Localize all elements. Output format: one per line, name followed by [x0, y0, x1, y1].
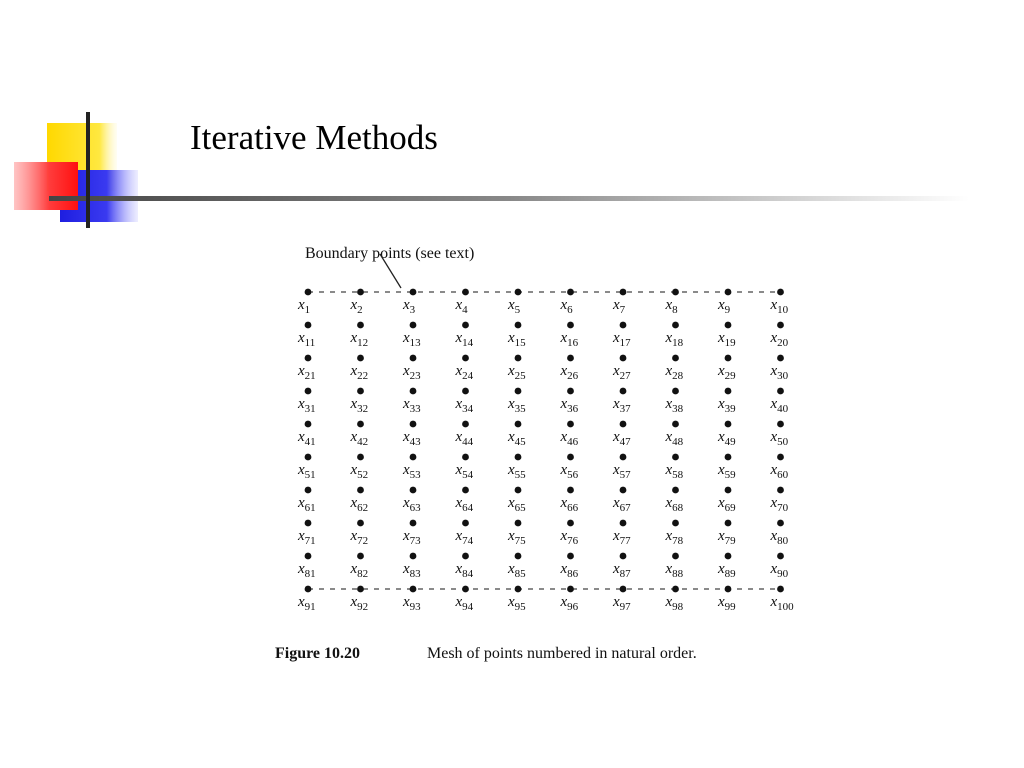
mesh-point-label: $x_{47}$	[613, 429, 631, 448]
mesh-point-label: $x_9$	[718, 297, 731, 316]
mesh-point-label: $x_{42}$	[350, 429, 369, 448]
boundary-points-label: Boundary points (see text)	[305, 245, 475, 262]
mesh-point	[777, 553, 784, 560]
mesh-point-label: $x_8$	[665, 297, 678, 316]
mesh-point-label: $x_{77}$	[613, 528, 631, 547]
mesh-point-label: $x_{38}$	[665, 396, 684, 415]
mesh-point-label: $x_{87}$	[613, 561, 631, 580]
mesh-point	[305, 322, 312, 329]
mesh-point-label: $x_{89}$	[718, 561, 736, 580]
mesh-point	[620, 289, 627, 296]
mesh-point	[672, 289, 679, 296]
mesh-point-label: $x_{18}$	[665, 330, 684, 349]
mesh-point	[725, 388, 732, 395]
mesh-point-label: $x_{32}$	[350, 396, 369, 415]
mesh-point	[672, 553, 679, 560]
mesh-point-label: $x_{76}$	[560, 528, 579, 547]
mesh-point	[567, 289, 574, 296]
mesh-point-label: $x_{20}$	[770, 330, 789, 349]
mesh-point-label: $x_{100}$	[770, 594, 794, 613]
mesh-point	[462, 520, 469, 527]
mesh-point	[515, 355, 522, 362]
mesh-point	[410, 388, 417, 395]
mesh-point-label: $x_{26}$	[560, 363, 579, 382]
mesh-point-label: $x_{64}$	[455, 495, 474, 514]
mesh-point	[305, 421, 312, 428]
mesh-point	[515, 586, 522, 593]
mesh-point	[620, 388, 627, 395]
mesh-point	[672, 454, 679, 461]
figure-caption-text: Mesh of points numbered in natural order.	[427, 645, 697, 662]
mesh-point	[672, 388, 679, 395]
mesh-point-label: $x_{54}$	[455, 462, 474, 481]
mesh-point-label: $x_{90}$	[770, 561, 789, 580]
mesh-point	[777, 322, 784, 329]
mesh-point-label: $x_{88}$	[665, 561, 684, 580]
mesh-point-label: $x_{65}$	[508, 495, 526, 514]
mesh-point	[305, 355, 312, 362]
mesh-point-label: $x_{60}$	[770, 462, 789, 481]
mesh-point-label: $x_{75}$	[508, 528, 526, 547]
mesh-point	[567, 421, 574, 428]
mesh-point-label: $x_{36}$	[560, 396, 579, 415]
mesh-point	[462, 388, 469, 395]
mesh-point	[672, 421, 679, 428]
mesh-point	[725, 322, 732, 329]
mesh-point	[305, 289, 312, 296]
mesh-point-label: $x_{51}$	[298, 462, 316, 481]
mesh-point	[567, 322, 574, 329]
mesh-point	[305, 586, 312, 593]
mesh-point-label: $x_{83}$	[403, 561, 421, 580]
mesh-point-label: $x_{43}$	[403, 429, 421, 448]
mesh-point-label: $x_{49}$	[718, 429, 736, 448]
mesh-point-label: $x_6$	[560, 297, 573, 316]
mesh-point-label: $x_{98}$	[665, 594, 684, 613]
mesh-figure	[260, 236, 840, 676]
mesh-point	[725, 421, 732, 428]
mesh-point-label: $x_{63}$	[403, 495, 421, 514]
mesh-point	[777, 454, 784, 461]
mesh-point	[672, 322, 679, 329]
mesh-point-label: $x_{86}$	[560, 561, 579, 580]
mesh-point-label: $x_{13}$	[403, 330, 421, 349]
mesh-point-label: $x_{22}$	[350, 363, 369, 382]
mesh-point-label: $x_{84}$	[455, 561, 474, 580]
mesh-point	[777, 355, 784, 362]
mesh-point	[410, 421, 417, 428]
mesh-point	[462, 586, 469, 593]
mesh-point-label: $x_{27}$	[613, 363, 631, 382]
mesh-point-label: $x_{78}$	[665, 528, 684, 547]
mesh-point	[357, 454, 364, 461]
mesh-point	[410, 454, 417, 461]
mesh-point	[305, 553, 312, 560]
mesh-point-label: $x_{24}$	[455, 363, 474, 382]
mesh-point	[515, 520, 522, 527]
figure-caption-label: Figure 10.20	[275, 645, 361, 662]
mesh-point-label: $x_2$	[350, 297, 363, 316]
mesh-point	[515, 454, 522, 461]
mesh-point-label: $x_{99}$	[718, 594, 736, 613]
mesh-point-label: $x_{94}$	[455, 594, 474, 613]
mesh-point	[620, 421, 627, 428]
mesh-point	[777, 520, 784, 527]
mesh-point-label: $x_{37}$	[613, 396, 631, 415]
mesh-point-label: $x_{70}$	[770, 495, 789, 514]
mesh-point-label: $x_{50}$	[770, 429, 789, 448]
mesh-point	[777, 586, 784, 593]
mesh-point-label: $x_{30}$	[770, 363, 789, 382]
mesh-point	[357, 520, 364, 527]
mesh-point	[725, 454, 732, 461]
mesh-point-label: $x_{68}$	[665, 495, 684, 514]
mesh-point	[357, 322, 364, 329]
mesh-point-label: $x_{73}$	[403, 528, 421, 547]
mesh-point-label: $x_{82}$	[350, 561, 369, 580]
mesh-point	[357, 586, 364, 593]
mesh-point	[725, 289, 732, 296]
mesh-point	[357, 487, 364, 494]
mesh-point	[620, 487, 627, 494]
boundary-pointer-line	[380, 254, 401, 288]
mesh-point-label: $x_{11}$	[298, 330, 316, 349]
mesh-point-label: $x_{31}$	[298, 396, 316, 415]
mesh-point-label: $x_{92}$	[350, 594, 369, 613]
mesh-point	[672, 487, 679, 494]
mesh-point-label: $x_{33}$	[403, 396, 421, 415]
mesh-point-label: $x_{10}$	[770, 297, 789, 316]
mesh-point-label: $x_{56}$	[560, 462, 579, 481]
mesh-point-label: $x_{95}$	[508, 594, 526, 613]
mesh-point	[410, 487, 417, 494]
mesh-point	[357, 553, 364, 560]
mesh-point-label: $x_{79}$	[718, 528, 736, 547]
mesh-point	[515, 289, 522, 296]
mesh-point	[620, 553, 627, 560]
slide-decoration	[0, 0, 1024, 240]
mesh-point-label: $x_{66}$	[560, 495, 579, 514]
mesh-point	[567, 454, 574, 461]
mesh-point-label: $x_{80}$	[770, 528, 789, 547]
mesh-point	[515, 421, 522, 428]
mesh-point-label: $x_{28}$	[665, 363, 684, 382]
mesh-point-label: $x_{55}$	[508, 462, 526, 481]
mesh-point	[725, 520, 732, 527]
mesh-point-label: $x_{52}$	[350, 462, 369, 481]
mesh-point-label: $x_{57}$	[613, 462, 631, 481]
mesh-point-label: $x_{62}$	[350, 495, 369, 514]
mesh-point	[410, 520, 417, 527]
mesh-point-label: $x_{44}$	[455, 429, 474, 448]
mesh-point-label: $x_{67}$	[613, 495, 631, 514]
mesh-point-label: $x_{93}$	[403, 594, 421, 613]
mesh-point	[515, 322, 522, 329]
mesh-point-label: $x_{53}$	[403, 462, 421, 481]
mesh-point	[410, 586, 417, 593]
mesh-point	[777, 487, 784, 494]
mesh-point-label: $x_{15}$	[508, 330, 526, 349]
mesh-point	[305, 520, 312, 527]
mesh-point	[620, 355, 627, 362]
mesh-point-label: $x_{14}$	[455, 330, 474, 349]
mesh-point	[620, 322, 627, 329]
mesh-point	[410, 553, 417, 560]
mesh-point-label: $x_{71}$	[298, 528, 316, 547]
mesh-point	[410, 322, 417, 329]
mesh-point	[515, 553, 522, 560]
mesh-point-label: $x_{35}$	[508, 396, 526, 415]
mesh-point-label: $x_{69}$	[718, 495, 736, 514]
mesh-point-label: $x_{40}$	[770, 396, 789, 415]
mesh-point	[357, 289, 364, 296]
mesh-point	[672, 520, 679, 527]
mesh-point	[725, 586, 732, 593]
mesh-point	[725, 487, 732, 494]
mesh-point	[672, 355, 679, 362]
slide-title: Iterative Methods	[190, 118, 438, 157]
mesh-point-label: $x_{61}$	[298, 495, 316, 514]
mesh-point	[515, 388, 522, 395]
mesh-point-label: $x_1$	[298, 297, 311, 316]
mesh-point-label: $x_{46}$	[560, 429, 579, 448]
mesh-point	[567, 520, 574, 527]
mesh-point-label: $x_{23}$	[403, 363, 421, 382]
mesh-point	[777, 289, 784, 296]
mesh-point-label: $x_{58}$	[665, 462, 684, 481]
mesh-point-label: $x_{25}$	[508, 363, 526, 382]
mesh-point-label: $x_{21}$	[298, 363, 316, 382]
mesh-point-label: $x_{85}$	[508, 561, 526, 580]
mesh-point-label: $x_{29}$	[718, 363, 736, 382]
mesh-point-label: $x_{19}$	[718, 330, 736, 349]
mesh-point-label: $x_{41}$	[298, 429, 316, 448]
mesh-point	[777, 388, 784, 395]
mesh-point	[357, 421, 364, 428]
mesh-point-label: $x_4$	[455, 297, 468, 316]
mesh-point	[567, 553, 574, 560]
mesh-point	[567, 487, 574, 494]
mesh-point	[410, 289, 417, 296]
mesh-point	[620, 520, 627, 527]
mesh-point-label: $x_{17}$	[613, 330, 631, 349]
mesh-point	[725, 355, 732, 362]
mesh-point	[672, 586, 679, 593]
red-square	[14, 162, 78, 210]
mesh-diagram	[260, 236, 840, 676]
mesh-point	[462, 289, 469, 296]
mesh-point	[620, 454, 627, 461]
mesh-point	[305, 388, 312, 395]
mesh-point-label: $x_{45}$	[508, 429, 526, 448]
mesh-point	[357, 388, 364, 395]
mesh-point	[777, 421, 784, 428]
mesh-point-label: $x_{91}$	[298, 594, 316, 613]
mesh-point	[462, 421, 469, 428]
mesh-point-label: $x_{16}$	[560, 330, 579, 349]
mesh-point-label: $x_{39}$	[718, 396, 736, 415]
mesh-point-label: $x_{12}$	[350, 330, 369, 349]
mesh-point-label: $x_5$	[508, 297, 521, 316]
mesh-point	[305, 487, 312, 494]
mesh-point	[462, 322, 469, 329]
mesh-point	[305, 454, 312, 461]
mesh-point	[620, 586, 627, 593]
mesh-point-label: $x_{48}$	[665, 429, 684, 448]
mesh-point	[567, 355, 574, 362]
mesh-point	[725, 553, 732, 560]
mesh-point-label: $x_3$	[403, 297, 416, 316]
mesh-point-label: $x_{59}$	[718, 462, 736, 481]
mesh-point	[462, 487, 469, 494]
mesh-point	[462, 454, 469, 461]
mesh-point-label: $x_{81}$	[298, 561, 316, 580]
mesh-point-label: $x_{97}$	[613, 594, 631, 613]
mesh-point	[567, 586, 574, 593]
mesh-point-label: $x_{34}$	[455, 396, 474, 415]
mesh-point	[357, 355, 364, 362]
mesh-point-label: $x_{74}$	[455, 528, 474, 547]
mesh-point	[410, 355, 417, 362]
vertical-bar	[86, 112, 90, 228]
mesh-point	[462, 355, 469, 362]
mesh-point	[462, 553, 469, 560]
title-rule	[49, 196, 969, 201]
mesh-point-label: $x_7$	[613, 297, 626, 316]
mesh-point	[515, 487, 522, 494]
mesh-point-label: $x_{72}$	[350, 528, 369, 547]
mesh-point-label: $x_{96}$	[560, 594, 579, 613]
mesh-point	[567, 388, 574, 395]
